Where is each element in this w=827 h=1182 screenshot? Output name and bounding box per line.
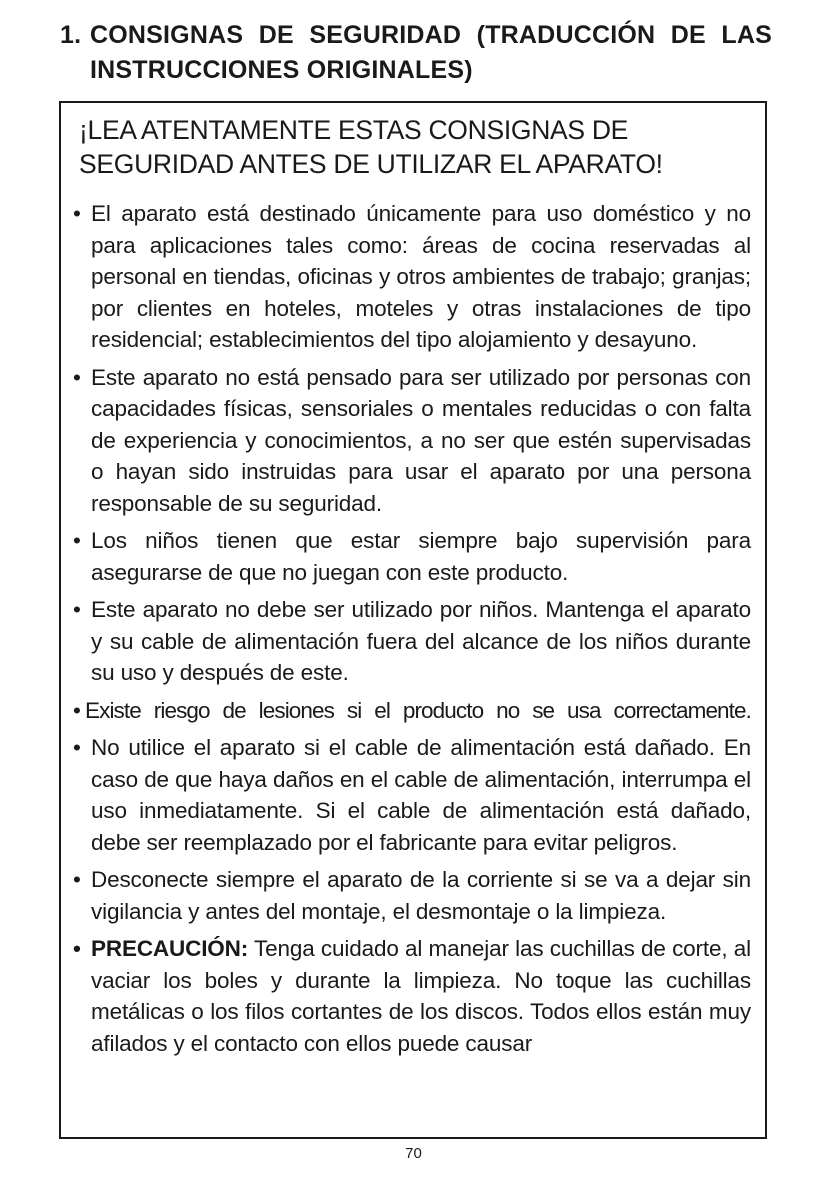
bullet-icon: • bbox=[73, 528, 81, 553]
safety-intro: ¡LEA ATENTAMENTE ESTAS CONSIGNAS DE SEGURIDAD ANTES DE UTILIZAR EL APARATO! bbox=[79, 115, 663, 179]
list-item-text: Desconecte siempre el aparato de la corriente si se va a dejar sin vigilancia y antes del montaje, el desmontaje o la limpieza. bbox=[91, 867, 751, 924]
list-item bbox=[73, 864, 751, 927]
bullet-icon: • bbox=[73, 735, 81, 760]
list-item bbox=[73, 525, 751, 588]
list-item bbox=[73, 732, 751, 858]
page-number: 70 bbox=[405, 1145, 422, 1162]
list-item bbox=[73, 695, 751, 727]
list-item bbox=[73, 594, 751, 689]
safety-list bbox=[73, 198, 751, 1065]
caution-label: PRECAUCIÓN: bbox=[91, 936, 249, 961]
section-number: 1. bbox=[60, 21, 82, 49]
bullet-icon: • bbox=[73, 597, 81, 622]
list-item-text: Los niños tienen que estar siempre bajo supervisión para asegurarse de que no juegan con este producto. bbox=[91, 528, 751, 585]
section-heading bbox=[60, 18, 772, 88]
safety-box bbox=[59, 101, 767, 1139]
list-item-text: Este aparato no está pensado para ser utilizado por personas con capacidades físicas, sensoriales o mentales reducidas o con falta de experiencia y conocimientos, a no ser que estén supervisadas o hayan sido instruidas para usar el aparato por una persona responsable de su seguridad. bbox=[91, 364, 751, 516]
section-title: CONSIGNAS DE SEGURIDAD (TRADUCCIÓN DE LAS INSTRUCCIONES ORIGINALES) bbox=[90, 21, 772, 84]
list-item bbox=[73, 198, 751, 356]
list-item-text: Existe riesgo de lesiones si el producto no se usa correctamente. bbox=[85, 697, 751, 723]
bullet-icon: • bbox=[73, 364, 81, 390]
list-item-text: El aparato está destinado únicamente para uso doméstico y no para aplicaciones tales como: áreas de cocina reservadas al personal en tiendas, oficinas y otros ambientes de trabajo; granjas; por clientes en hoteles, moteles y otras instalaciones de tipo residencial; establecimientos del tipo alojamiento y desayuno. bbox=[91, 201, 751, 352]
list-item-text: Este aparato no debe ser utilizado por niños. Mantenga el aparato y su cable de alimentación fuera del alcance de los niños durante su uso y después de este. bbox=[91, 597, 751, 685]
caution-text bbox=[91, 933, 751, 1059]
list-item bbox=[73, 362, 751, 520]
bullet-icon: • bbox=[73, 201, 81, 226]
bullet-icon: • bbox=[73, 697, 80, 723]
bullet-icon: • bbox=[73, 936, 81, 961]
bullet-icon: • bbox=[73, 867, 81, 892]
list-item-text: No utilice el aparato si el cable de alimentación está dañado. En caso de que haya daños en el cable de alimentación, interrumpa el uso inmediatamente. Si el cable de alimentación está dañado, debe ser reemplazado por el fabricante para evitar peligros. bbox=[91, 735, 751, 855]
caution-body: Tenga cuidado al manejar las cuchillas de corte, al vaciar los boles y durante la limpieza. No toque las cuchillas metálicas o los filos cortantes de los discos. Todos ellos están muy afilados y el contacto con ellos puede causar bbox=[91, 936, 751, 1056]
caution-item bbox=[73, 933, 751, 1059]
